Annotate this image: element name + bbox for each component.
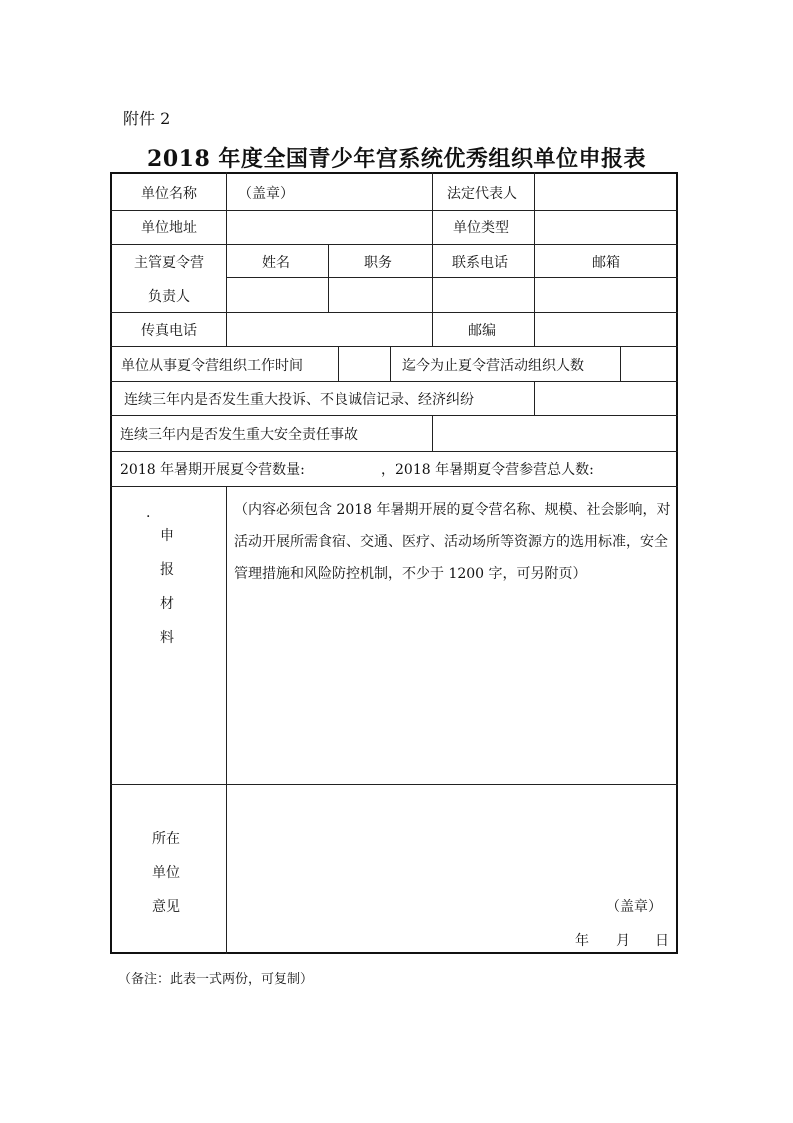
form-title: 2018 年度全国青少年宫系统优秀组织单位申报表	[147, 146, 646, 172]
col-line	[226, 486, 227, 954]
col-line	[226, 312, 227, 346]
participants-label: ，2018 年暑期夏令营参营总人数:	[381, 462, 594, 478]
col-line	[620, 346, 621, 381]
row-line	[110, 312, 678, 313]
row-line	[110, 346, 678, 347]
col-line	[226, 172, 227, 312]
col-phone-header: 联系电话	[452, 255, 508, 271]
opinion-label: 所在	[152, 831, 180, 847]
fax-label: 传真电话	[141, 323, 197, 339]
camp-head-label: 负责人	[148, 289, 190, 305]
col-line	[390, 346, 391, 381]
legal-rep-label: 法定代表人	[447, 186, 517, 202]
col-line	[328, 244, 329, 312]
col-line	[534, 172, 535, 346]
opinion-seal: （盖章）	[606, 899, 662, 915]
safety-label: 连续三年内是否发生重大安全责任事故	[120, 427, 358, 443]
opinion-label: 单位	[152, 865, 180, 881]
col-name-header: 姓名	[262, 255, 290, 271]
seal-hint: （盖章）	[238, 186, 294, 202]
footnote: （备注：此表一式两份，可复制）	[118, 972, 314, 987]
date-month: 月	[616, 933, 630, 949]
col-email-header: 邮箱	[592, 255, 620, 271]
date-day: 日	[655, 933, 669, 949]
unit-name-label: 单位名称	[141, 186, 197, 202]
row-line	[110, 451, 678, 452]
opinion-label: 意见	[152, 899, 180, 915]
postcode-label: 邮编	[468, 323, 496, 339]
materials-label-char: 材	[160, 596, 174, 612]
row-line	[110, 210, 678, 211]
col-line	[534, 381, 535, 415]
address-label: 单位地址	[141, 220, 197, 236]
row-line	[110, 486, 678, 487]
date-year: 年	[575, 933, 589, 949]
total-people-label: 迄今为止夏令营活动组织人数	[402, 358, 584, 374]
col-line	[338, 346, 339, 381]
col-position-header: 职务	[364, 255, 392, 271]
row-line	[110, 381, 678, 382]
camp-head-label: 主管夏令营	[134, 255, 204, 271]
materials-label-char: 报	[160, 562, 174, 578]
complaints-label: 连续三年内是否发生重大投诉、不良诚信记录、经济纠纷	[124, 392, 474, 408]
materials-label-char: 申	[160, 528, 174, 544]
row-line	[226, 277, 678, 278]
materials-dot: .	[146, 505, 151, 521]
materials-instructions: （内容必须包含 2018 年暑期开展的夏令营名称、规模、社会影响，对活动开展所需食宿、交通、医疗、活动场所等资源方的选用标准，安全管理措施和风险防控机制，不少于 1200 字，可另附页）	[234, 502, 671, 582]
col-line	[432, 415, 433, 451]
work-time-label: 单位从事夏令营组织工作时间	[121, 358, 303, 374]
row-line	[110, 784, 678, 785]
row-line	[110, 244, 678, 245]
unit-type-label: 单位类型	[453, 220, 509, 236]
attachment-label: 附件 2	[123, 109, 171, 128]
col-line	[432, 172, 433, 346]
row-line	[110, 415, 678, 416]
camp-count-label: 2018 年暑期开展夏令营数量:	[120, 462, 305, 478]
materials-label-char: 料	[160, 630, 174, 646]
